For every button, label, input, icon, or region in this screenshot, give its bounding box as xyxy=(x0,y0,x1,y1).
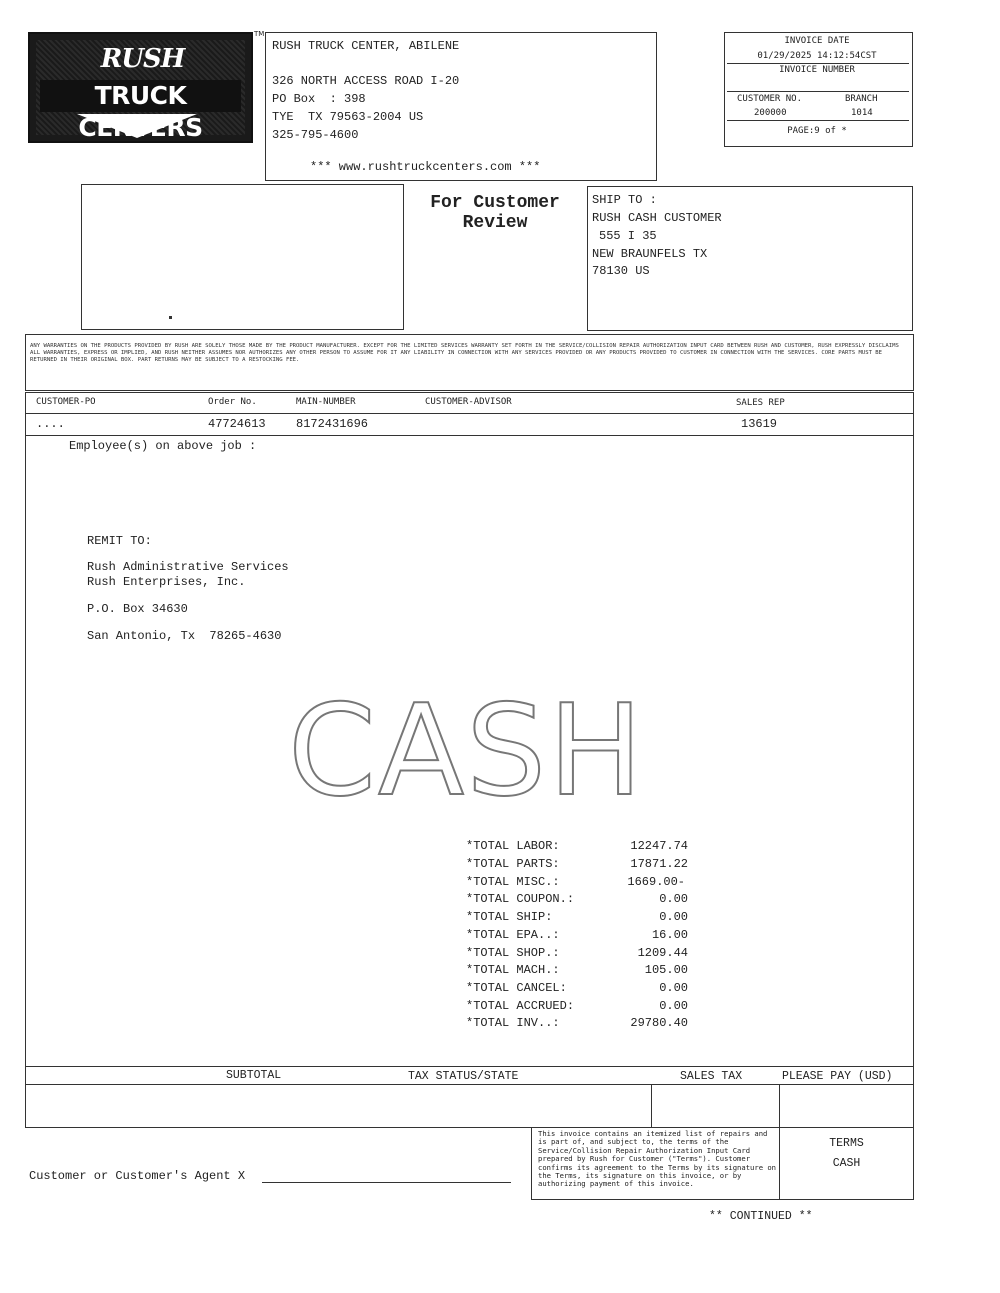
total-label: *TOTAL SHOP.: xyxy=(466,946,560,960)
signature-line[interactable] xyxy=(262,1182,511,1183)
total-value: 29780.40 xyxy=(630,1016,688,1030)
terms-value: CASH xyxy=(832,1157,861,1170)
review-stamp-line1: For Customer xyxy=(430,193,560,213)
branch-value: 1014 xyxy=(851,108,873,118)
order-no-header: Order No. xyxy=(208,397,257,407)
remit-line-3: P.O. Box 34630 xyxy=(87,602,188,616)
sales-rep-header: SALES REP xyxy=(736,398,785,408)
subtotal-header: SUBTOTAL xyxy=(226,1069,282,1082)
for-customer-review-stamp xyxy=(413,193,577,233)
ship-to-label: SHIP TO : xyxy=(592,193,657,207)
warranty-disclaimer: ANY WARRANTIES ON THE PRODUCTS PROVIDED BY RUSH ARE SOLELY THOSE MADE BY THE PRODUCT MANUFACTURER. EXCEPT FOR THE LIMITED SERVICES WARRANTY SET FORTH IN THE SERVICE/COLLISION REPAIR AUTHORIZATION INPUT CARD BETWEEN RUSH AND CUSTOMER, RUSH EXPRESSLY DISCLAIMS ALL WARRANTIES, EXPRESS OR IMPLIED, AND RUSH NEITHER ASSUMES NOR AUTHORIZES ANY OTHER PERSON TO ASSUME FOR IT ANY LIABILITY IN CONNECTION WITH ANY SERVICES PROVIDED OR ANY PRODUCTS PROVIDED TO CUSTOMER IN CONNECTION WITH THE SERVICES. CORE PARTS MUST BE RETURNED IN THEIR ORIGINAL BOX. PART RETURNS MAY BE SUBJECT TO A RESTOCKING FEE. xyxy=(30,343,899,363)
logo-arrow-icon xyxy=(77,114,197,138)
remit-line-1: Rush Administrative Services xyxy=(87,560,289,574)
total-label: *TOTAL PARTS: xyxy=(466,857,560,871)
total-label: *TOTAL MACH.: xyxy=(466,963,560,977)
total-row xyxy=(466,910,688,928)
total-value: 0.00 xyxy=(659,910,688,924)
logo-truck-centers-text: TRUCK CENTERS xyxy=(40,80,241,112)
please-pay-header: PLEASE PAY (USD) xyxy=(782,1070,893,1083)
total-row xyxy=(466,946,688,964)
remit-line-4: San Antonio, Tx 78265-4630 xyxy=(87,629,282,643)
total-value: 17871.22 xyxy=(630,857,688,871)
cash-stamp: CASH xyxy=(288,677,645,824)
order-no-value: 47724613 xyxy=(208,417,266,431)
rush-truck-centers-logo xyxy=(28,32,253,143)
total-label: *TOTAL INV..: xyxy=(466,1016,560,1030)
terms-label: TERMS xyxy=(829,1137,864,1150)
main-number-header: MAIN-NUMBER xyxy=(296,397,356,407)
customer-po-header: CUSTOMER-PO xyxy=(36,397,96,407)
total-value: 1669.00- xyxy=(627,875,685,889)
total-label: *TOTAL ACCRUED: xyxy=(466,999,575,1013)
customer-no-value: 200000 xyxy=(754,108,787,118)
dealer-website[interactable]: *** www.rushtruckcenters.com *** xyxy=(310,160,541,174)
review-stamp-line2: Review xyxy=(462,213,528,233)
bullet-dot xyxy=(169,316,172,319)
total-row xyxy=(466,928,688,946)
total-label: *TOTAL EPA..: xyxy=(466,928,560,942)
total-label: *TOTAL COUPON.: xyxy=(466,892,575,906)
invoice-date-label: INVOICE DATE xyxy=(784,36,850,46)
sales-rep-value: 13619 xyxy=(741,417,778,431)
total-row xyxy=(466,999,688,1017)
remit-line-2: Rush Enterprises, Inc. xyxy=(87,575,246,589)
ship-to-street: 555 I 35 xyxy=(599,229,657,243)
customer-advisor-header: CUSTOMER-ADVISOR xyxy=(425,397,512,407)
logo-rush-text: RUSH xyxy=(100,44,185,74)
employees-line: Employee(s) on above job : xyxy=(69,439,257,453)
page-indicator: PAGE:9 of * xyxy=(787,126,847,136)
total-value: 0.00 xyxy=(659,892,688,906)
signature-label: Customer or Customer's Agent X xyxy=(29,1169,246,1183)
total-row xyxy=(466,892,688,910)
continued-label: ** CONTINUED ** xyxy=(709,1210,813,1223)
dealer-address-line: 326 NORTH ACCESS ROAD I-20 xyxy=(272,74,460,88)
trademark-mark: TM xyxy=(254,30,265,38)
total-row xyxy=(466,857,688,875)
customer-no-label: CUSTOMER NO. xyxy=(737,94,803,104)
dealer-po-box: PO Box : 398 xyxy=(272,92,366,106)
tax-status-header: TAX STATUS/STATE xyxy=(408,1070,519,1083)
total-row xyxy=(466,875,688,893)
invoice-number-label: INVOICE NUMBER xyxy=(779,65,855,75)
terms-fine-print: This invoice contains an itemized list of repairs and is part of, and subject to, the terms of the Service/Collision Repair Authorization Input Card prepared by Rush for Customer ("Terms"). Customer confirms its agreement to the Terms by its signature on the Terms, its signature on this invoice, or by authorizing payment of this invoice. xyxy=(538,1129,776,1189)
total-row xyxy=(466,981,688,999)
total-label: *TOTAL CANCEL: xyxy=(466,981,567,995)
dealer-address-box xyxy=(265,32,657,181)
customer-po-value: .... xyxy=(36,417,65,431)
total-value: 0.00 xyxy=(659,999,688,1013)
total-value: 105.00 xyxy=(644,963,688,977)
branch-label: BRANCH xyxy=(845,94,878,104)
total-value: 0.00 xyxy=(659,981,688,995)
invoice-date-value: 01/29/2025 14:12:54CST xyxy=(757,51,877,61)
total-label: *TOTAL LABOR: xyxy=(466,839,560,853)
dealer-city: TYE TX 79563-2004 US xyxy=(272,110,424,124)
main-number-value: 8172431696 xyxy=(296,417,369,431)
sold-to-box xyxy=(81,184,404,330)
total-row xyxy=(466,839,688,857)
dealer-name: RUSH TRUCK CENTER, ABILENE xyxy=(272,39,460,53)
ship-to-name: RUSH CASH CUSTOMER xyxy=(592,211,722,225)
ship-to-zip: 78130 US xyxy=(592,264,650,278)
ship-to-city: NEW BRAUNFELS TX xyxy=(592,247,708,261)
total-value: 16.00 xyxy=(651,928,688,942)
dealer-phone: 325-795-4600 xyxy=(272,128,359,142)
total-row xyxy=(466,963,688,981)
total-value: 12247.74 xyxy=(630,839,688,853)
total-label: *TOTAL MISC.: xyxy=(466,875,560,889)
total-value: 1209.44 xyxy=(637,946,688,960)
remit-to-label: REMIT TO: xyxy=(87,534,152,548)
total-label: *TOTAL SHIP: xyxy=(466,910,553,924)
total-row xyxy=(466,1016,688,1034)
sales-tax-header: SALES TAX xyxy=(680,1070,743,1083)
